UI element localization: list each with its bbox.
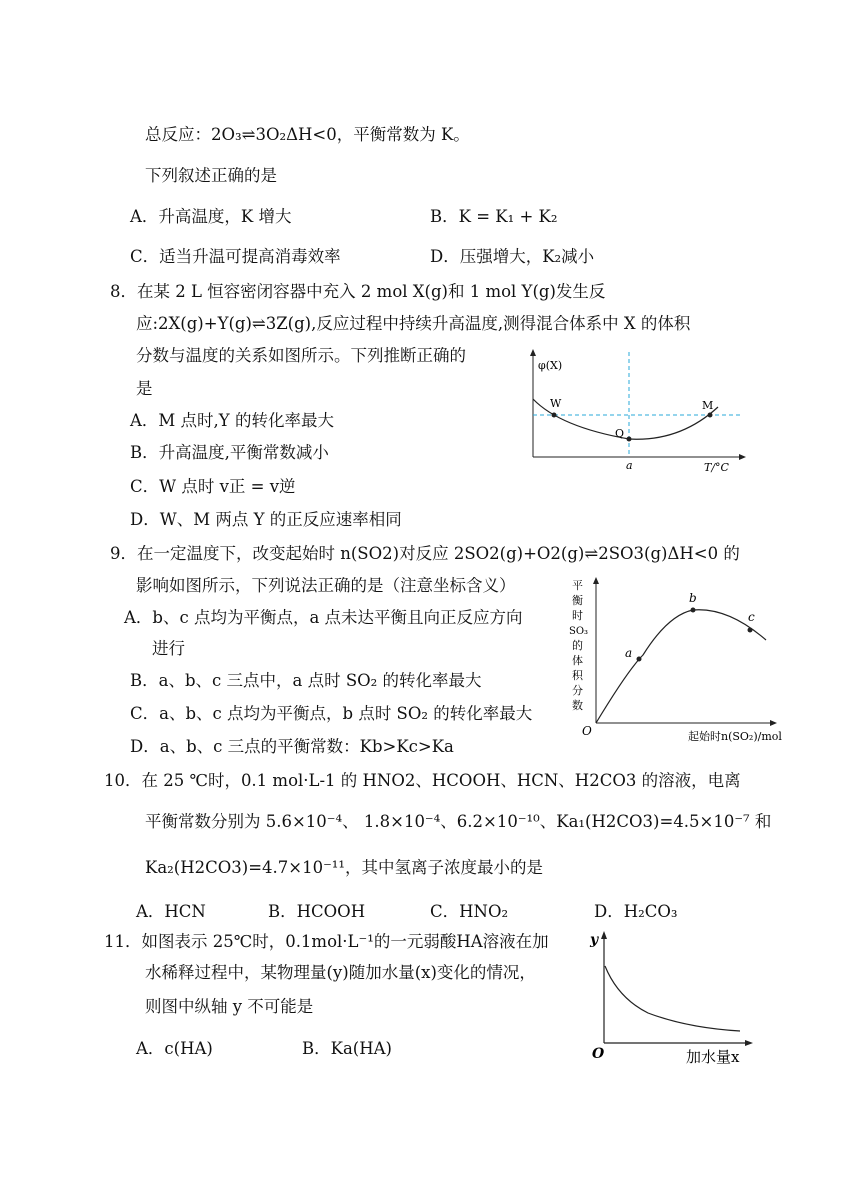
q9-y-label-8: 分 <box>572 684 583 697</box>
q11-x-axis-arrow <box>745 1040 753 1046</box>
q9-point-b <box>691 608 696 613</box>
q11-option-a: A．c(HA) <box>136 1039 213 1058</box>
q9-origin: O <box>582 724 592 738</box>
q9-y-label-2: 衡 <box>572 594 583 607</box>
q8-option-d: D．W、M 两点 Y 的正反应速率相同 <box>130 510 402 529</box>
q9-option-a-cont: 进行 <box>152 639 185 658</box>
q7-option-d: D．压强增大，K₂减小 <box>430 247 595 266</box>
q8-x-label: T/°C <box>704 461 729 474</box>
q9-label-a: a <box>625 646 633 660</box>
q9-y-label-7: 积 <box>572 669 583 682</box>
q9-label-c: c <box>748 610 755 624</box>
q8-tick-a: a <box>626 459 633 472</box>
q9-x-axis-arrow <box>770 720 777 726</box>
q11-y-label: y <box>590 932 599 948</box>
q9-y-label-9: 数 <box>572 699 583 712</box>
q8-stem-line4: 是 <box>136 379 153 398</box>
q8-x-axis-arrow <box>739 454 746 460</box>
q8-stem-line3: 分数与温度的关系如图所示。下列推断正确的 <box>136 346 466 365</box>
q11-stem-line3: 则图中纵轴 y 不可能是 <box>145 997 314 1016</box>
q10-stem-line3: Ka₂(H2CO3)=4.7×10⁻¹¹，其中氢离子浓度最小的是 <box>145 858 544 877</box>
q11-figure <box>588 928 758 1068</box>
q7-option-c: C．适当升温可提高消毒效率 <box>130 247 341 266</box>
q9-option-b: B．a、b、c 三点中，a 点时 SO₂ 的转化率最大 <box>130 671 482 690</box>
q9-option-a: A．b、c 点均为平衡点，a 点未达平衡且向正反应方向 <box>124 608 523 627</box>
q8-y-axis-arrow <box>530 349 536 356</box>
q9-y-label-5: 的 <box>572 639 583 652</box>
q10-stem-line2: 平衡常数分别为 5.6×10⁻⁴、 1.8×10⁻⁴、6.2×10⁻¹⁰、Ka₁(H2CO3)=4.5×10⁻⁷ 和 <box>145 812 772 831</box>
q11-stem-line1: 11．如图表示 25℃时，0.1mol·L⁻¹的一元弱酸HA溶液在加 <box>104 932 549 951</box>
q9-point-a <box>637 657 642 662</box>
q11-y-axis-arrow <box>601 931 607 939</box>
q10-stem-line1: 10．在 25 ℃时，0.1 mol·L-1 的 HNO2、HCOOH、HCN、H2CO3 的溶液，电离 <box>104 771 741 790</box>
q8-point-m <box>708 413 713 418</box>
q9-option-c: C．a、b、c 点均为平衡点，b 点时 SO₂ 的转化率最大 <box>130 704 533 723</box>
q8-option-b: B．升高温度,平衡常数减小 <box>130 443 329 462</box>
q8-point-w <box>552 413 557 418</box>
q7-stem: 下列叙述正确的是 <box>145 166 277 185</box>
q10-option-d: D．H₂CO₃ <box>594 902 678 921</box>
q8-label-w: W <box>550 397 562 410</box>
q8-point-q <box>627 437 632 442</box>
q7-total-reaction: 总反应：2O₃⇌3O₂ΔH<0，平衡常数为 K。 <box>145 125 470 144</box>
q9-curve <box>596 610 766 723</box>
q11-x-label: 加水量x <box>686 1048 740 1066</box>
q9-point-c <box>748 628 753 633</box>
q10-option-c: C．HNO₂ <box>430 902 509 921</box>
q9-label-b: b <box>689 591 697 605</box>
q9-stem-line2: 影响如图所示，下列说法正确的是（注意坐标含义） <box>136 576 516 595</box>
q9-option-d: D．a、b、c 三点的平衡常数：Kb>Kc>Ka <box>130 737 454 756</box>
q9-x-label: 起始时n(SO₂)/mol <box>688 730 782 743</box>
q7-option-a: A．升高温度，K 增大 <box>130 207 292 226</box>
q9-stem-line1: 9．在一定温度下，改变起始时 n(SO2)对反应 2SO2(g)+O2(g)⇌2SO3(g)ΔH<0 的 <box>110 544 740 563</box>
q8-label-q: Q <box>615 427 625 440</box>
q11-curve <box>605 966 740 1031</box>
q9-y-label-3: 时 <box>572 609 583 622</box>
q9-y-label-6: 体 <box>572 654 583 667</box>
q8-option-a: A．M 点时,Y 的转化率最大 <box>130 411 334 430</box>
q8-y-label: φ(X) <box>538 359 563 372</box>
q11-option-b: B．Ka(HA) <box>302 1039 392 1058</box>
q8-option-c: C．W 点时 v正 = v逆 <box>130 477 296 496</box>
q8-figure <box>520 347 750 477</box>
q8-stem-line2: 应:2X(g)+Y(g)⇌3Z(g),反应过程中持续升高温度,测得混合体系中 X 的体积 <box>136 314 691 333</box>
q8-stem-line1: 8．在某 2 L 恒容密闭容器中充入 2 mol X(g)和 1 mol Y(g)发生反 <box>110 282 606 301</box>
q9-figure <box>568 575 783 745</box>
q11-origin: O <box>592 1046 605 1062</box>
q11-stem-line2: 水稀释过程中，某物理量(y)随加水量(x)变化的情况， <box>145 963 536 982</box>
q10-option-a: A．HCN <box>136 902 206 921</box>
q8-label-m: M <box>702 399 714 412</box>
q10-option-b: B．HCOOH <box>268 902 366 921</box>
q9-y-label-4: SO₃ <box>569 626 589 637</box>
q7-option-b: B．K = K₁ + K₂ <box>430 207 558 226</box>
q9-y-axis-arrow <box>593 577 599 584</box>
q9-y-label-1: 平 <box>572 579 583 592</box>
